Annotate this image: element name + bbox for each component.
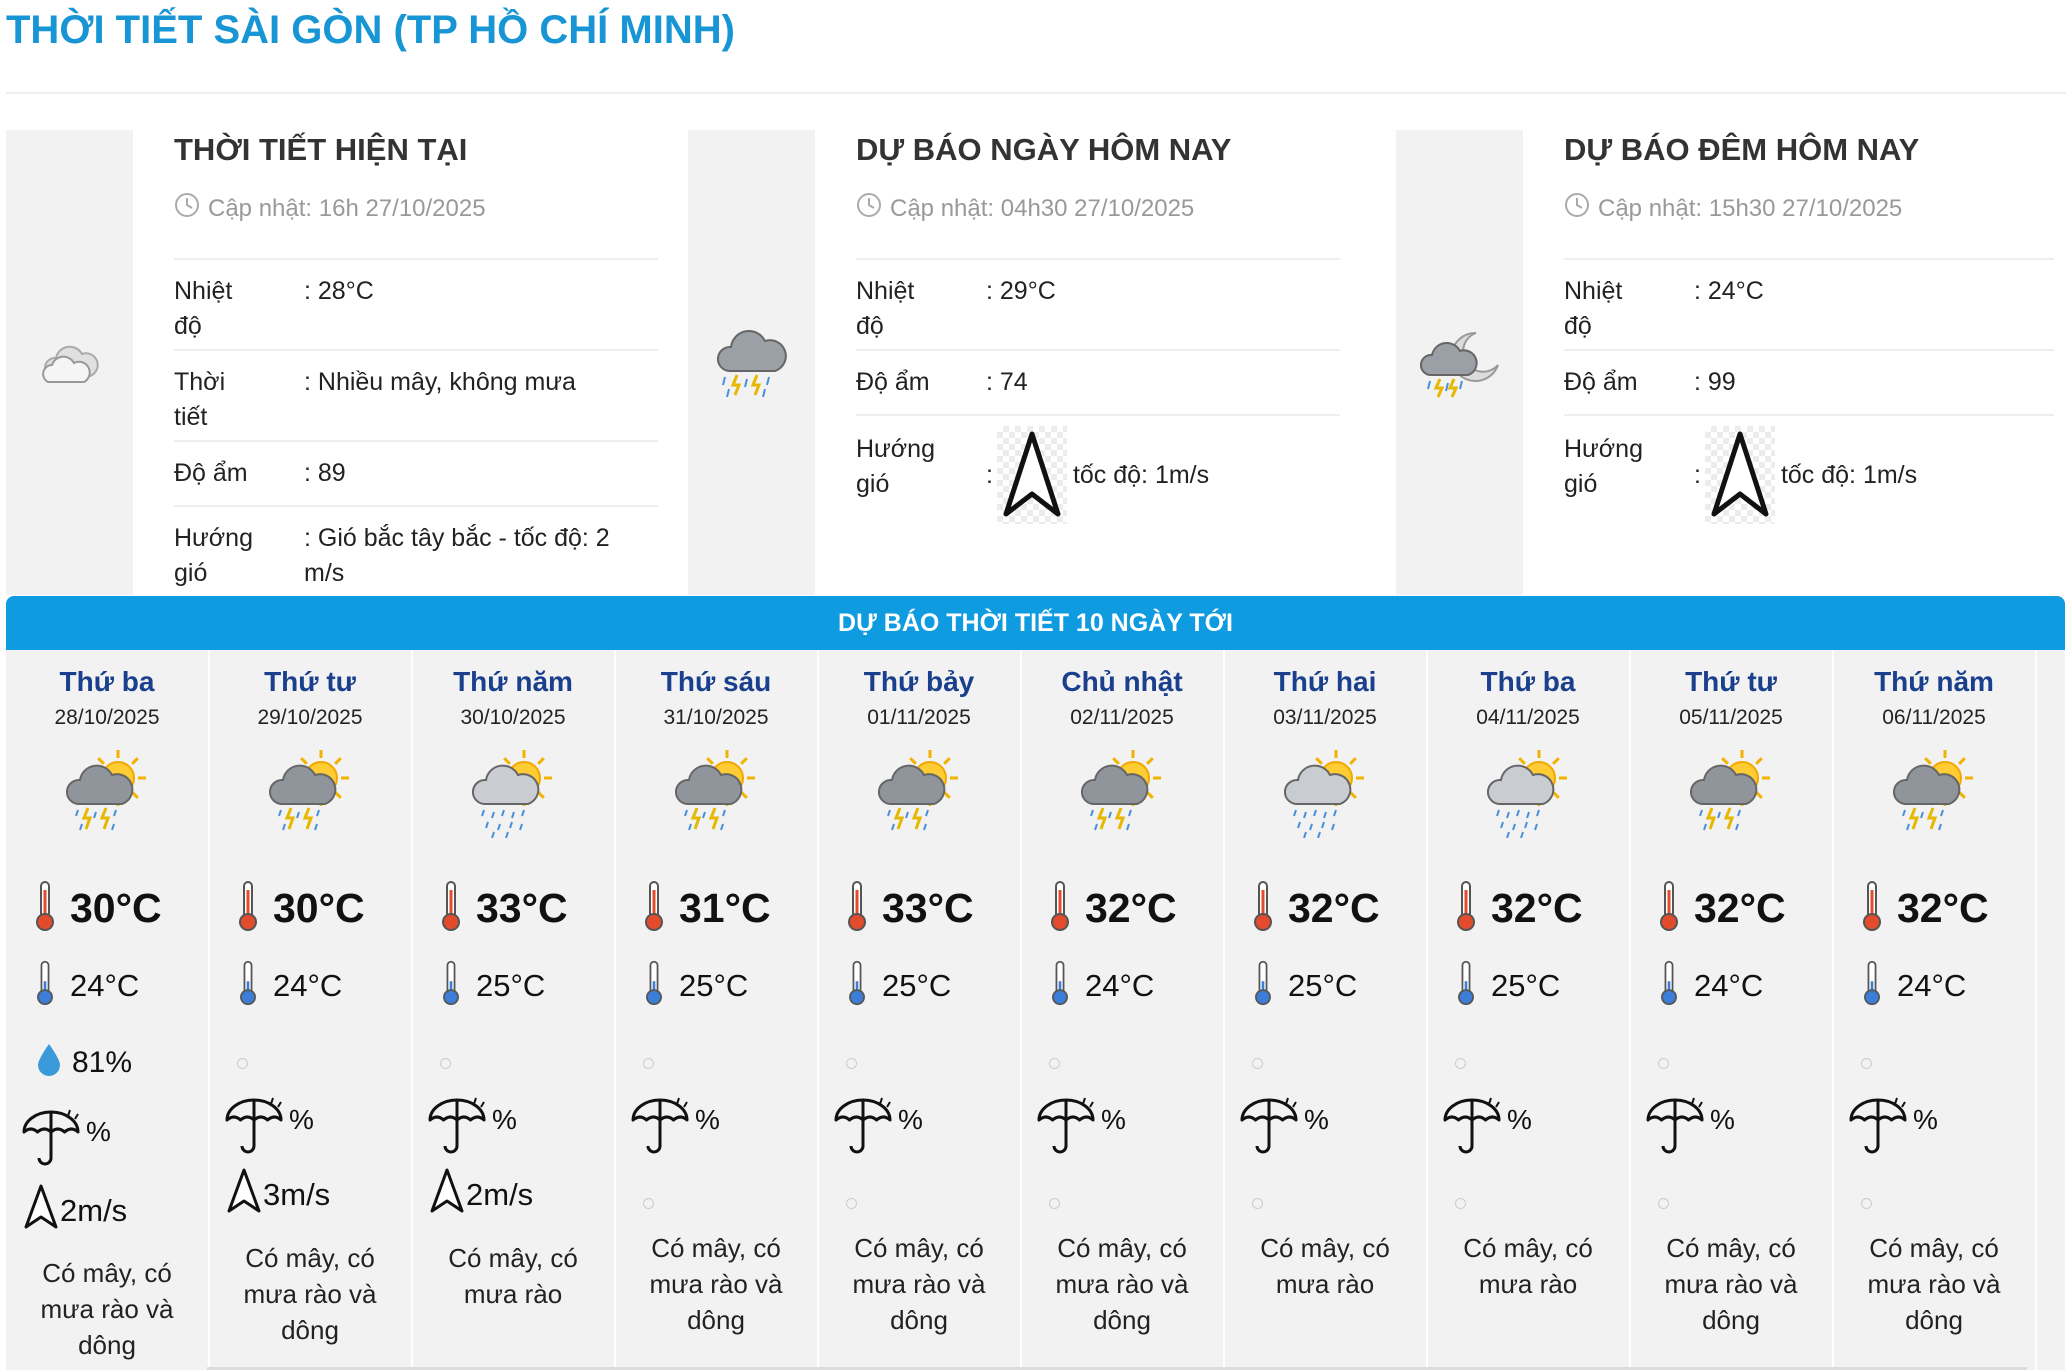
temperature-value: : 28°C — [304, 277, 374, 305]
forecast-day — [209, 650, 413, 1370]
update-text: Cập nhật: 16h 27/10/2025 — [208, 194, 486, 222]
label: độ — [856, 312, 884, 340]
forecast-day — [6, 650, 210, 1370]
rain-value: % — [1101, 1104, 1126, 1135]
day-description — [6, 1255, 208, 1363]
description-line: mưa rào và — [852, 1269, 986, 1299]
thermometer-cold-icon — [846, 960, 868, 1011]
forecast-day — [1427, 650, 1631, 1370]
sun-rain-icon — [470, 748, 556, 838]
cloudy-icon — [6, 130, 133, 595]
umbrella-icon — [1441, 1096, 1503, 1163]
water-drop-icon — [36, 1042, 62, 1084]
max-temperature — [237, 880, 365, 937]
description-line: mưa rào và — [1055, 1269, 1189, 1299]
min-temperature — [440, 960, 545, 1011]
thermometer-hot-icon — [1658, 880, 1680, 937]
rain-value: % — [1304, 1104, 1329, 1135]
day-name: Thứ ba — [59, 666, 155, 697]
humidity-value: : 74 — [986, 368, 1028, 396]
wind-row — [856, 416, 1340, 524]
day-date: 28/10/2025 — [54, 706, 160, 729]
description-line: Có mây, có — [1869, 1233, 1999, 1263]
description-line: dông — [78, 1330, 136, 1360]
description-line: Có mây, có — [1463, 1233, 1593, 1263]
description-line: dông — [687, 1305, 745, 1335]
day-name: Thứ tư — [1685, 666, 1777, 697]
umbrella-icon — [629, 1096, 691, 1163]
description-line: dông — [890, 1305, 948, 1335]
day-name: Thứ ba — [1480, 666, 1576, 697]
temperature-row — [856, 260, 1340, 351]
day-description — [818, 1230, 1020, 1338]
sun-rain-icon — [1485, 748, 1571, 838]
thermometer-cold-icon — [1861, 960, 1883, 1011]
wind-direction-arrow-icon — [24, 1184, 58, 1238]
condition-row — [174, 351, 658, 442]
thermometer-hot-icon — [1455, 880, 1477, 937]
placeholder-dot-icon — [1252, 1058, 1263, 1069]
min-temp-value: 24°C — [1897, 967, 1967, 1003]
day-name: Thứ sáu — [660, 666, 772, 697]
temperature-row — [174, 260, 658, 351]
description-line: mưa rào và — [40, 1294, 174, 1324]
placeholder-dot-icon — [1049, 1198, 1060, 1209]
day-description — [1833, 1230, 2035, 1338]
day-date: 30/10/2025 — [460, 706, 566, 729]
min-temp-value: 24°C — [1694, 967, 1764, 1003]
day-description — [1224, 1230, 1426, 1302]
day-date: 03/11/2025 — [1273, 706, 1377, 729]
sun-thunderstorm-icon — [1079, 748, 1165, 838]
max-temperature — [1658, 880, 1786, 937]
thermometer-hot-icon — [1252, 880, 1274, 937]
humidity-row — [856, 351, 1340, 416]
wind-row — [174, 507, 658, 596]
umbrella-icon — [1035, 1096, 1097, 1163]
forecast-day — [1630, 650, 1834, 1370]
forecast-day — [1224, 650, 1428, 1370]
thermometer-cold-icon — [1455, 960, 1477, 1011]
day-description — [412, 1240, 614, 1312]
sun-thunderstorm-icon — [267, 748, 353, 838]
description-line: Có mây, có — [42, 1258, 172, 1288]
umbrella-icon — [1847, 1096, 1909, 1163]
thermometer-hot-icon — [1049, 880, 1071, 937]
temperature-value: : 29°C — [986, 277, 1056, 305]
rain-value: % — [1710, 1104, 1735, 1135]
description-line: mưa rào — [1275, 1269, 1375, 1299]
max-temperature — [643, 880, 771, 937]
wind-value: : Gió bắc tây bắc - tốc độ: 2 — [304, 524, 610, 552]
description-line: mưa rào — [463, 1279, 563, 1309]
max-temp-value: 31°C — [679, 885, 771, 931]
forecast-day — [1021, 650, 1225, 1370]
humidity-row — [1564, 351, 2054, 416]
day-description — [1427, 1230, 1629, 1302]
label: độ — [174, 312, 202, 340]
min-temp-value: 24°C — [70, 967, 140, 1003]
min-temp-value: 25°C — [476, 967, 546, 1003]
humidity-value: : 89 — [304, 459, 346, 487]
max-temp-value: 32°C — [1694, 885, 1786, 931]
umbrella-icon — [426, 1096, 488, 1163]
panel-heading: DỰ BÁO ĐÊM HÔM NAY — [1564, 132, 1920, 167]
label: Nhiệt — [1564, 277, 1623, 305]
description-line: Có mây, có — [854, 1233, 984, 1263]
max-temperature — [846, 880, 974, 937]
update-text: Cập nhật: 15h30 27/10/2025 — [1598, 194, 1903, 222]
placeholder-dot-icon — [1049, 1058, 1060, 1069]
panel-heading: THỜI TIẾT HIỆN TẠI — [174, 132, 468, 167]
day-date: 02/11/2025 — [1070, 706, 1174, 729]
thermometer-cold-icon — [440, 960, 462, 1011]
update-time — [1564, 192, 1902, 225]
rain-value: % — [289, 1104, 314, 1135]
wind-speed: tốc độ: 1m/s — [1780, 460, 1918, 489]
rain-chance — [20, 1108, 111, 1175]
wind-direction-arrow-icon — [227, 1168, 261, 1222]
wind-unit: m/s — [304, 559, 345, 587]
forecast-day — [412, 650, 616, 1370]
label: Độ ẩm — [174, 459, 248, 487]
divider — [6, 92, 2066, 94]
min-temp-value: 25°C — [1491, 967, 1561, 1003]
description-line: Có mây, có — [651, 1233, 781, 1263]
label: tiết — [174, 403, 208, 431]
rain-value: % — [898, 1104, 923, 1135]
description-line: mưa rào — [1478, 1269, 1578, 1299]
max-temperature — [1252, 880, 1380, 937]
max-temperature — [1455, 880, 1583, 937]
placeholder-dot-icon — [1455, 1058, 1466, 1069]
max-temp-value: 32°C — [1897, 885, 1989, 931]
placeholder-dot-icon — [440, 1058, 451, 1069]
description-line: Có mây, có — [1666, 1233, 1796, 1263]
umbrella-icon — [832, 1096, 894, 1163]
placeholder-dot-icon — [846, 1058, 857, 1069]
umbrella-icon — [20, 1108, 82, 1175]
max-temperature — [1049, 880, 1177, 937]
rain-value: % — [695, 1104, 720, 1135]
forecast-day — [818, 650, 1022, 1370]
thermometer-cold-icon — [237, 960, 259, 1011]
forecast-day — [1833, 650, 2037, 1370]
max-temperature — [1861, 880, 1989, 937]
rain-chance — [223, 1096, 314, 1163]
sun-thunderstorm-icon — [876, 748, 962, 838]
sun-thunderstorm-icon — [1891, 748, 1977, 838]
wind-row — [1564, 416, 2054, 524]
humidity — [36, 1042, 132, 1084]
humidity-row — [174, 442, 658, 507]
day-name: Thứ tư — [264, 666, 356, 697]
label: Nhiệt — [174, 277, 233, 305]
temperature-row — [1564, 260, 2054, 351]
wind-value: 2m/s — [60, 1193, 128, 1228]
umbrella-icon — [1644, 1096, 1706, 1163]
label: Độ ẩm — [1564, 368, 1638, 396]
min-temp-value: 24°C — [1085, 967, 1155, 1003]
forecast-day — [615, 650, 819, 1370]
thermometer-cold-icon — [1049, 960, 1071, 1011]
min-temp-value: 25°C — [679, 967, 749, 1003]
placeholder-dot-icon — [237, 1058, 248, 1069]
day-date: 06/11/2025 — [1882, 706, 1986, 729]
humidity-value: 81% — [72, 1046, 133, 1079]
description-line: mưa rào và — [243, 1279, 377, 1309]
forecast-days — [6, 650, 2065, 1370]
min-temp-value: 24°C — [273, 967, 343, 1003]
wind-speed — [430, 1168, 533, 1222]
description-line: dông — [281, 1315, 339, 1345]
max-temp-value: 30°C — [273, 885, 365, 931]
label: Độ ẩm — [856, 368, 930, 396]
rain-chance — [1847, 1096, 1938, 1163]
update-time — [856, 192, 1194, 225]
condition-value: : Nhiều mây, không mưa — [304, 368, 576, 396]
max-temp-value: 32°C — [1288, 885, 1380, 931]
page-title: THỜI TIẾT SÀI GÒN (TP HỒ CHÍ MINH) — [6, 8, 735, 52]
max-temp-value: 33°C — [882, 885, 974, 931]
placeholder-dot-icon — [643, 1058, 654, 1069]
thermometer-hot-icon — [34, 880, 56, 937]
rain-chance — [1644, 1096, 1735, 1163]
update-text: Cập nhật: 04h30 27/10/2025 — [890, 194, 1195, 222]
day-description — [209, 1240, 411, 1348]
placeholder-dot-icon — [1861, 1058, 1872, 1069]
wind-direction-arrow-icon — [997, 426, 1067, 524]
description-line: dông — [1702, 1305, 1760, 1335]
sun-thunderstorm-icon — [673, 748, 759, 838]
placeholder-dot-icon — [1658, 1198, 1669, 1209]
colon: : — [1694, 460, 1701, 489]
day-date: 31/10/2025 — [663, 706, 769, 729]
thermometer-cold-icon — [643, 960, 665, 1011]
description-line: dông — [1093, 1305, 1151, 1335]
min-temperature — [34, 960, 139, 1011]
temperature-value: : 24°C — [1694, 277, 1764, 305]
max-temp-value: 30°C — [70, 885, 162, 931]
description-line: mưa rào và — [1867, 1269, 2001, 1299]
min-temperature — [1455, 960, 1560, 1011]
day-name: Chủ nhật — [1061, 666, 1183, 697]
day-date: 05/11/2025 — [1679, 706, 1783, 729]
label: Hướng — [174, 524, 253, 552]
placeholder-dot-icon — [1658, 1058, 1669, 1069]
placeholder-dot-icon — [643, 1198, 654, 1209]
rain-chance — [832, 1096, 923, 1163]
rain-value: % — [492, 1104, 517, 1135]
colon: : — [986, 460, 993, 489]
label: Hướng — [856, 435, 935, 463]
rain-chance — [426, 1096, 517, 1163]
max-temp-value: 32°C — [1085, 885, 1177, 931]
humidity-value: : 99 — [1694, 368, 1736, 396]
description-line: Có mây, có — [245, 1243, 375, 1273]
placeholder-dot-icon — [1252, 1198, 1263, 1209]
day-date: 01/11/2025 — [867, 706, 971, 729]
thermometer-hot-icon — [643, 880, 665, 937]
thermometer-hot-icon — [440, 880, 462, 937]
thermometer-hot-icon — [237, 880, 259, 937]
rain-value: % — [1913, 1104, 1938, 1135]
sun-rain-icon — [1282, 748, 1368, 838]
placeholder-dot-icon — [1455, 1198, 1466, 1209]
min-temperature — [846, 960, 951, 1011]
rain-chance — [629, 1096, 720, 1163]
max-temp-value: 33°C — [476, 885, 568, 931]
description-line: mưa rào và — [1664, 1269, 1798, 1299]
rain-chance — [1238, 1096, 1329, 1163]
rain-chance — [1441, 1096, 1532, 1163]
min-temperature — [1049, 960, 1154, 1011]
sun-thunderstorm-icon — [64, 748, 150, 838]
min-temp-value: 25°C — [1288, 967, 1358, 1003]
clock-icon — [1564, 192, 1590, 225]
umbrella-icon — [223, 1096, 285, 1163]
wind-value: 3m/s — [263, 1177, 331, 1212]
label: độ — [1564, 312, 1592, 340]
thermometer-cold-icon — [1252, 960, 1274, 1011]
min-temperature — [1861, 960, 1966, 1011]
clock-icon — [856, 192, 882, 225]
wind-speed: tốc độ: 1m/s — [1072, 460, 1210, 489]
day-description — [1021, 1230, 1223, 1338]
day-date: 04/11/2025 — [1476, 706, 1580, 729]
day-description — [1630, 1230, 1832, 1338]
description-line: Có mây, có — [1260, 1233, 1390, 1263]
label: Nhiệt — [856, 277, 915, 305]
night-thunderstorm-icon — [1396, 130, 1523, 595]
max-temperature — [34, 880, 162, 937]
max-temp-value: 32°C — [1491, 885, 1583, 931]
thermometer-hot-icon — [846, 880, 868, 937]
wind-direction-arrow-icon — [1705, 426, 1775, 524]
description-line: dông — [1905, 1305, 1963, 1335]
rain-value: % — [1507, 1104, 1532, 1135]
panel-heading: DỰ BÁO NGÀY HÔM NAY — [856, 132, 1232, 167]
forecast-header: DỰ BÁO THỜI TIẾT 10 NGÀY TỚI — [6, 596, 2065, 650]
label: Hướng — [1564, 435, 1643, 463]
min-temperature — [237, 960, 342, 1011]
description-line: Có mây, có — [1057, 1233, 1187, 1263]
wind-speed — [24, 1184, 127, 1238]
min-temperature — [643, 960, 748, 1011]
rain-value: % — [86, 1116, 111, 1147]
day-name: Thứ bảy — [863, 666, 975, 697]
thermometer-cold-icon — [34, 960, 56, 1011]
placeholder-dot-icon — [846, 1198, 857, 1209]
clock-icon — [174, 192, 200, 225]
placeholder-dot-icon — [1861, 1198, 1872, 1209]
description-line: Có mây, có — [448, 1243, 578, 1273]
sun-thunderstorm-icon — [1688, 748, 1774, 838]
description-line: mưa rào và — [649, 1269, 783, 1299]
day-name: Thứ năm — [453, 666, 573, 697]
umbrella-icon — [1238, 1096, 1300, 1163]
day-name: Thứ hai — [1273, 666, 1377, 697]
wind-speed — [227, 1168, 330, 1222]
thermometer-hot-icon — [1861, 880, 1883, 937]
day-date: 29/10/2025 — [257, 706, 363, 729]
label: gió — [856, 470, 890, 498]
label: gió — [1564, 470, 1598, 498]
wind-direction-arrow-icon — [430, 1168, 464, 1222]
update-time — [174, 192, 486, 225]
day-description — [615, 1230, 817, 1338]
min-temperature — [1658, 960, 1763, 1011]
label: Thời — [174, 368, 226, 396]
thunderstorm-icon — [688, 130, 815, 595]
label: gió — [174, 559, 208, 587]
rain-chance — [1035, 1096, 1126, 1163]
day-name: Thứ năm — [1874, 666, 1994, 697]
min-temp-value: 25°C — [882, 967, 952, 1003]
min-temperature — [1252, 960, 1357, 1011]
thermometer-cold-icon — [1658, 960, 1680, 1011]
wind-value: 2m/s — [466, 1177, 534, 1212]
max-temperature — [440, 880, 568, 937]
